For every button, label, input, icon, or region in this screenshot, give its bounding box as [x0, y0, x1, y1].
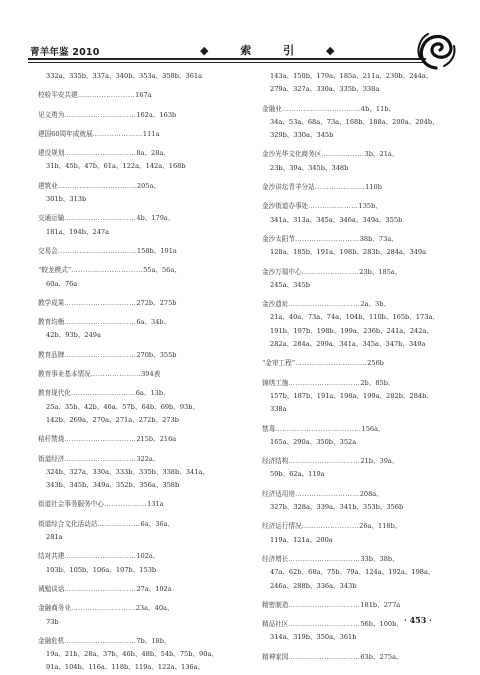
leader-dots: ………………………… — [288, 378, 361, 387]
header-rule-thin — [28, 62, 426, 63]
index-term: 金融商务业 — [38, 604, 71, 613]
leader-dots: ……………………………… — [275, 424, 362, 433]
page-references: 6a、36a、 — [140, 519, 175, 528]
leader-dots: ……………… — [103, 500, 148, 509]
leader-dots: ………………………… — [71, 266, 144, 275]
continuation-references: 143a、150b、179a、185a、211a、230b、244a、 — [270, 72, 433, 80]
index-entry — [38, 264, 238, 277]
continuation-references: 314a、319b、350a、361b — [270, 633, 357, 642]
index-entry — [262, 553, 462, 566]
page-references: 215b、216a — [136, 435, 177, 444]
index-entry — [38, 349, 238, 362]
index-entry — [38, 147, 238, 160]
index-entry — [262, 298, 462, 311]
header-rule — [28, 58, 426, 60]
index-entry — [262, 181, 462, 194]
continuation-references: 282a、284a、299a、341a、345a、347b、349a — [270, 340, 426, 349]
leader-dots: ……………… — [321, 150, 365, 159]
index-term: 结对共建 — [38, 552, 65, 561]
index-term: 经济适用房 — [262, 489, 295, 498]
leader-dots: …………………… — [77, 91, 136, 100]
continuation-references: 25a、35b、42b、46a、57b、64b、69b、93b、 — [46, 402, 200, 411]
page-references: 33b、38b、 — [360, 554, 399, 563]
leader-dots: ………………… — [308, 202, 359, 211]
book-title: 青羊年鉴 2010 — [30, 47, 100, 58]
page-references: 110b — [365, 183, 382, 192]
index-term: 精密制造 — [262, 600, 289, 609]
page-references: 167a — [135, 91, 152, 100]
continuation-references: 73b — [46, 617, 59, 626]
page-references: 8a、28a、 — [136, 149, 170, 158]
leader-dots: …………………………… — [57, 181, 137, 190]
continuation-references: 245a、345b — [270, 280, 310, 289]
continuation-references: 165a、290a、350b、352a — [270, 437, 357, 446]
index-entry — [38, 316, 238, 329]
leader-dots: ………………………… — [64, 110, 137, 119]
index-term: 教育品牌 — [38, 350, 65, 359]
continuation-references: 343b、345b、349a、352b、356a、358b — [46, 481, 180, 490]
leader-dots: ………………………… — [288, 620, 361, 629]
leader-dots: ………………………… — [288, 600, 361, 609]
page-references: 256b — [367, 359, 384, 368]
page-references: 205a、 — [136, 181, 161, 190]
index-term: 建设规划 — [38, 149, 65, 158]
page-references: 102a、 — [136, 552, 160, 561]
continuation-references: 21a、40a、73a、74a、104b、110b、165b、173a、 — [270, 313, 439, 322]
continuation-references: 341a、313a、345a、346a、349a、355b — [270, 215, 403, 224]
leader-dots: ………………………… — [295, 359, 368, 368]
index-entry — [38, 583, 238, 596]
leader-dots: ……………………… — [70, 389, 136, 398]
continuation-references: 327b、328a、339a、341b、353b、356b — [270, 503, 404, 512]
leader-dots: ………………………… — [64, 350, 137, 359]
page-references: 56b、100b、 — [360, 620, 403, 629]
page-references: 26a、118b、 — [359, 522, 402, 531]
index-term: 教育事业基本情况 — [38, 370, 91, 379]
page-references: 3b、21a、 — [364, 150, 399, 159]
index-term: 禁毒 — [262, 424, 276, 433]
continuation-references: 191b、197b、198b、199a、236b、241a、242a、 — [270, 326, 433, 335]
continuation-references: 246a、288b、336a、343b — [270, 581, 357, 590]
index-term: 金沙遗址 — [262, 300, 289, 309]
page-references: 135b、 — [358, 202, 382, 211]
continuation-references: 119a、121a、200a — [270, 535, 333, 544]
continuation-references: 128a、185b、191a、198b、283b、284a、349a — [270, 248, 427, 257]
page-references: 63b、275a、 — [360, 652, 403, 661]
leader-dots: ………………………… — [64, 214, 137, 223]
index-entry — [262, 455, 462, 468]
page-references: 394表 — [141, 370, 161, 379]
page-references: 322a、 — [136, 454, 160, 463]
index-entry — [38, 297, 238, 310]
index-term: 交易会 — [38, 246, 58, 255]
index-entry — [262, 377, 462, 390]
page-references: 4b、179a、 — [136, 214, 175, 223]
leader-dots: ………………………… — [64, 552, 137, 561]
leader-dots: ………………………… — [288, 300, 361, 309]
page-references: 208a、 — [359, 489, 383, 498]
page-number: · 453 · — [404, 615, 432, 625]
index-term: 金沙太阳节 — [262, 234, 295, 243]
leader-dots: ………………………… — [64, 435, 137, 444]
leader-dots: ………………… — [314, 183, 366, 192]
index-entry — [38, 212, 238, 225]
index-entry — [262, 423, 462, 436]
page-references: 158b、191a — [136, 246, 177, 255]
leader-dots: …………………………… — [57, 246, 137, 255]
page-references: 23a、40a、 — [135, 604, 174, 613]
index-entry — [38, 128, 238, 141]
continuation-references: 34a、53a、68a、73a、168b、188a、200a、204b、 — [270, 117, 439, 126]
index-term: 精神家园 — [262, 652, 289, 661]
continuation-references: 301b、313b — [46, 195, 87, 204]
continuation-references: 324b、327a、330a、333b、335b、338b、341a、 — [46, 467, 209, 476]
index-entry — [262, 488, 462, 501]
continuation-references: 42b、93b、249a — [46, 331, 101, 340]
continuation-references: 91a、104b、116a、118b、119a、122a、136a、 — [46, 663, 205, 672]
page-references: 6a、34b、 — [136, 318, 171, 327]
index-term: 经济增长 — [262, 554, 289, 563]
index-entry — [38, 453, 238, 466]
index-term: 教学成果 — [38, 298, 65, 307]
leader-dots: ………………………… — [288, 652, 361, 661]
index-term: 金融业 — [262, 104, 282, 113]
index-term: 街道综合文化活动站 — [38, 519, 98, 528]
index-entry — [262, 148, 462, 161]
leader-dots: ………………………… — [288, 457, 361, 466]
page-references: 38b、73a、 — [359, 234, 398, 243]
index-term: 教育现代化 — [38, 389, 71, 398]
leader-dots: ………………………… — [64, 318, 137, 327]
index-term: 见义勇为 — [38, 110, 65, 119]
index-term: 精品社区 — [262, 620, 289, 629]
leader-dots: ………………………… — [64, 636, 137, 645]
page-references: 272b、275b — [136, 298, 177, 307]
page-references: 131a — [147, 500, 164, 509]
leader-dots: ………………………… — [288, 554, 361, 563]
leader-dots: ……………………… — [294, 489, 360, 498]
index-entry — [38, 550, 238, 563]
continuation-references: 332a、335b、337a、340b、353a、358b、361a — [46, 72, 203, 80]
index-entry — [262, 618, 462, 631]
index-term: 秸秆禁烧 — [38, 435, 65, 444]
index-entry — [38, 245, 238, 258]
leader-dots: ………………………… — [64, 584, 137, 593]
index-term: 经济结构 — [262, 457, 289, 466]
leader-dots: ……………………… — [70, 604, 136, 613]
index-term: 金沙光华文化商务区 — [262, 150, 322, 159]
page-references: 23b、185a、 — [359, 267, 402, 276]
index-term: 校检平安共建 — [38, 91, 78, 100]
leader-dots: ……………………… — [294, 234, 360, 243]
index-term: 金沙街道办事处 — [262, 202, 309, 211]
index-column-right — [262, 70, 462, 664]
index-entry — [38, 109, 238, 122]
leader-dots: ………………… — [92, 129, 143, 138]
leader-dots: …………………… — [301, 267, 360, 276]
continuation-references: 31b、45b、47b、61a、122a、142a、168b — [46, 162, 186, 171]
index-term: “蛟龙模式” — [38, 266, 72, 275]
index-term: 交通运输 — [38, 214, 65, 223]
page-references: 111a — [142, 129, 160, 138]
index-entry — [38, 433, 238, 446]
index-entry — [38, 602, 238, 615]
leader-dots: ………………………… — [64, 454, 137, 463]
index-entry — [38, 368, 238, 381]
continuation-references: 23b、39a、345b、348b — [270, 163, 349, 172]
index-term: 建国60周年成就展 — [38, 129, 93, 138]
continuation-references: 47a、62b、68a、75b、79a、124a、192a、198a、 — [270, 568, 435, 577]
index-term: 金融危机 — [38, 636, 65, 645]
continuation-references: 103b、105b、106a、107b、153b — [46, 565, 157, 574]
index-entry — [262, 357, 462, 370]
index-term: 诫勉谈话 — [38, 584, 65, 593]
page-references: 4b、11b、 — [360, 104, 396, 113]
page-header — [0, 0, 480, 80]
index-entry — [38, 498, 238, 511]
continuation-references: 281a — [46, 533, 63, 542]
index-term: 街道社会事务服务中心 — [38, 500, 104, 509]
continuation-references: 157b、187b、191a、198a、199a、282b、284b、 — [270, 391, 433, 400]
index-term: 金沙讲坛青羊分站 — [262, 183, 315, 192]
page-references: 7b、18b、 — [136, 636, 171, 645]
leader-dots: ………………… — [90, 370, 142, 379]
index-entry — [38, 635, 238, 648]
index-entry — [262, 651, 462, 664]
continuation-references: 142b、269a、270a、271a、272b、273b — [46, 415, 179, 424]
page-references: 2b、85b、 — [360, 378, 395, 387]
index-entry — [38, 387, 238, 400]
index-entry — [262, 520, 462, 533]
page-references: 270b、355b — [136, 350, 177, 359]
page-references: 6a、13b、 — [135, 389, 170, 398]
continuation-references: 329b、330a、345b — [270, 131, 334, 140]
leader-dots: ……………… — [97, 519, 141, 528]
page-references: 181b、277a — [360, 600, 401, 609]
continuation-references: 19a、21b、28a、37b、46b、48b、54b、75b、90a、 — [46, 650, 218, 659]
index-column-left — [38, 70, 238, 675]
page-references: 27a、102a — [136, 584, 172, 593]
index-term: 教育均衡 — [38, 318, 65, 327]
leader-dots: …………………… — [301, 522, 360, 531]
page-references: 156a、 — [361, 424, 385, 433]
index-term: 街道经济 — [38, 454, 65, 463]
page-references: 21b、39a、 — [360, 457, 399, 466]
page-references: 55a、56a、 — [143, 266, 181, 275]
index-entry — [262, 103, 462, 116]
continuation-references: 59b、62a、119a — [270, 470, 325, 479]
index-entry — [262, 599, 462, 612]
page-references: 162a、163b — [136, 110, 177, 119]
index-entry — [262, 233, 462, 246]
index-term: 金沙万瑞中心 — [262, 267, 302, 276]
index-entry — [38, 180, 238, 193]
continuation-references: 279a、327a、330a、335b、338a — [270, 85, 380, 94]
index-term: 建筑业 — [38, 181, 58, 190]
index-entry — [38, 518, 238, 531]
index-entry — [38, 89, 238, 102]
index-term: “金审工程” — [262, 359, 296, 368]
index-entry — [262, 266, 462, 279]
index-term: 锦绣工施 — [262, 378, 289, 387]
continuation-references: 60a、76a — [46, 279, 78, 288]
index-term: 经济运行情况 — [262, 522, 302, 531]
continuation-references: 181a、194b、247a — [46, 227, 110, 236]
continuation-references: 338a — [270, 405, 287, 414]
leader-dots: …………………………… — [281, 104, 361, 113]
page-references: 2a、3b、 — [360, 300, 391, 309]
section-title: ◆ 索 引 ◆ — [200, 44, 349, 57]
index-entry — [262, 200, 462, 213]
decorative-swirl-logo — [414, 28, 458, 72]
leader-dots: ………………………… — [64, 298, 137, 307]
leader-dots: ………………………… — [64, 149, 137, 158]
